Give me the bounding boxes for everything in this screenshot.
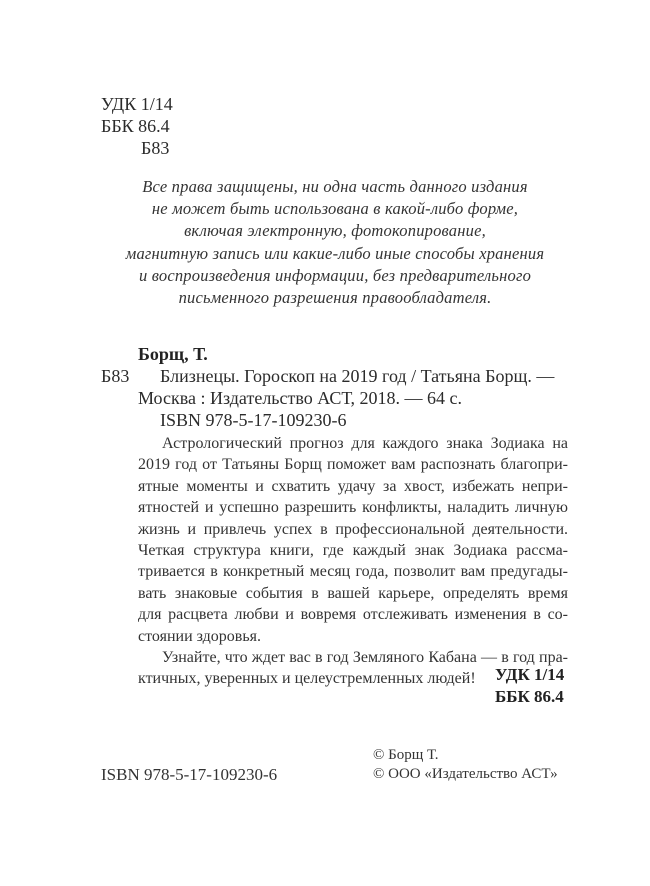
annotation-line: тривается в конкретный месяц года, позволит вам предугады- <box>138 563 568 581</box>
rights-line: магнитную запись или какие-либо иные способы хранения <box>125 243 545 263</box>
annotation-line: Узнайте, что ждет вас в год Земляного Кабана — в год пра- <box>162 649 568 667</box>
rights-line: письменного разрешения правообладателя. <box>178 288 492 308</box>
record-author-mark: Б83 <box>101 366 130 386</box>
rights-notice <box>95 176 575 309</box>
annotation <box>138 433 568 690</box>
copyright-author: © Борщ Т. <box>373 747 439 763</box>
annotation-line: ятностей и успешно разрешить конфликты, наладить личную <box>138 499 568 517</box>
annotation-line: жизнь и привлечь успех в профессиональной деятельности. <box>138 520 568 538</box>
annotation-line: стоянии здоровья. <box>138 627 262 645</box>
annotation-line: Четкая структура книги, где каждый знак Зодиака рассма- <box>138 542 568 560</box>
annotation-line: вать знаковые события в вашей карьере, определять время <box>138 584 568 602</box>
copyright-publisher: © ООО «Издательство АСТ» <box>373 766 558 782</box>
rights-line: Все права защищены, ни одна часть данного издания <box>142 177 528 196</box>
annotation-line: для расцвета любви и вовремя отслеживать изменения в со- <box>138 606 568 624</box>
record-publication: Москва : Издательство АСТ, 2018. — 64 с. <box>138 388 463 408</box>
bbk-code-bottom: ББК 86.4 <box>495 687 564 706</box>
record-isbn: ISBN 978-5-17-109230-6 <box>160 410 347 430</box>
bbk-code: ББК 86.4 <box>101 116 170 136</box>
udk-code-bottom: УДК 1/14 <box>495 665 565 684</box>
rights-line: не может быть использована в какой-либо форме, <box>151 199 519 219</box>
annotation-line: ятные моменты и схватить удачу за хвост, избежать непри- <box>138 477 568 495</box>
record-author: Борщ, Т. <box>138 344 208 364</box>
annotation-line: Астрологический прогноз для каждого знака Зодиака на <box>162 435 568 452</box>
footer-isbn: ISBN 978-5-17-109230-6 <box>101 765 278 784</box>
annotation-line: ктичных, уверенных и целеустремленных людей! <box>138 670 476 688</box>
rights-line: включая электронную, фотокопирование, <box>184 221 486 241</box>
record-title: Близнецы. Гороскоп на 2019 год / Татьяна Борщ. — <box>160 366 555 386</box>
rights-line: и воспроизведения информации, без предварительного <box>138 265 532 285</box>
udk-code: УДК 1/14 <box>101 94 173 114</box>
annotation-line: 2019 год от Татьяны Борщ поможет вам распознать благопри- <box>138 456 568 474</box>
author-mark: Б83 <box>141 138 170 158</box>
